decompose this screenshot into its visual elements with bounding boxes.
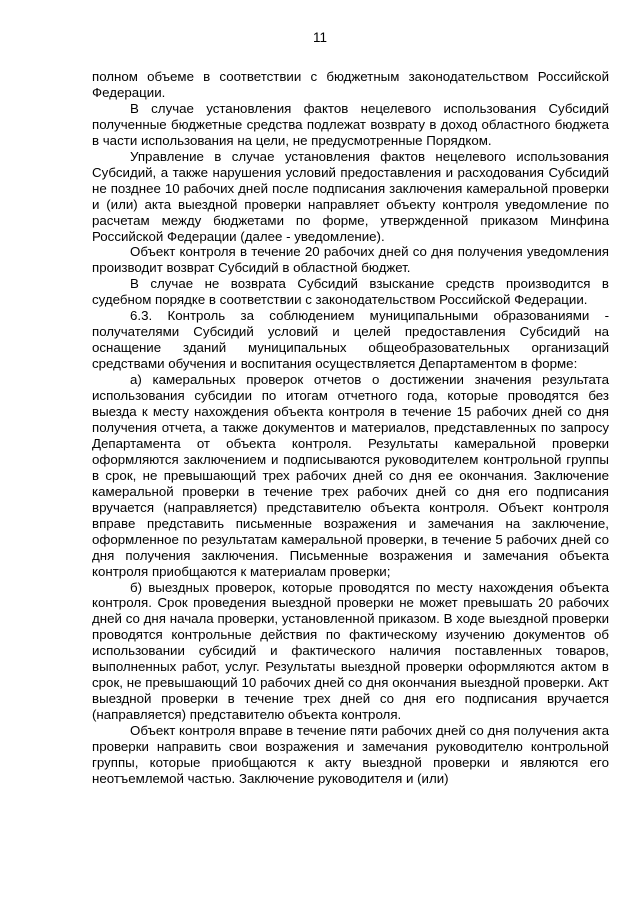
paragraph-court-recovery: В случае не возврата Субсидий взыскание средств производится в судебном порядке в соответствии с законодательством Российской Федерации. [92, 276, 609, 308]
paragraph-continuation: полном объеме в соответствии с бюджетным законодательством Российской Федерации. [92, 69, 609, 100]
page-number: 11 [312, 30, 327, 45]
paragraph-misuse-refund: В случае установления фактов нецелевого использования Субсидий полученные бюджетные средства подлежат возврату в доход областного бюджета в части использования на цели, не предусмотренные Порядком. [92, 100, 609, 148]
paragraph-objections: Объект контроля вправе в течение пяти рабочих дней со дня получения акта проверки направить свои возражения и замечания руководителю контрольной группы, которые приобщаются к акту выездной проверки и являются его неотъемлемой частью. Заключение руководителя и (или) [92, 723, 609, 786]
paragraph-item-b: б) выездных проверок, которые проводятся по месту нахождения объекта контроля. Срок проведения выездной проверки не может превышать 20 рабочих дней со дня начала проверки, установленной приказом. В ходе выездной проверки проводятся контрольные действия по фактическому изучению документов об использовании субсидий и фактического наличия поставленных товаров, выполненных работ, услуг. Результаты выездной проверки оформляются актом в срок, не превышающий 10 рабочих дней со дня окончания выездной проверки. Акт выездной проверки в течение трех дней со дня его подписания вручается (направляется) представителю объекта контроля. [92, 579, 609, 723]
paragraph-return-deadline: Объект контроля в течение 20 рабочих дней со дня получения уведомления производит возврат Субсидий в областной бюджет. [92, 244, 609, 276]
paragraph-notification: Управление в случае установления фактов нецелевого использования Субсидий, а также нарушения условий предоставления и расходования Субсидий не позднее 10 рабочих дней после подписания заключения камеральной проверки и (или) акта выездной проверки направляет объекту контроля уведомление по расчетам между бюджетами по форме, утвержденной приказом Минфина Российской Федерации (далее - уведомление). [92, 148, 609, 244]
document-body [92, 69, 609, 787]
paragraph-section-6-3: 6.3. Контроль за соблюдением муниципальными образованиями - получателями Субсидий условий и целей предоставления Субсидий на оснащение зданий муниципальных общеобразовательных организаций средствами обучения и воспитания осуществляется Департаментом в форме: [92, 308, 609, 372]
paragraph-item-a: а) камеральных проверок отчетов о достижении значения результата использования субсидии по итогам отчетного года, которые проводятся без выезда к месту нахождения объекта контроля в течение 15 рабочих дней со дня получения отчета, а также документов и материалов, представленных по запросу Департамента от объекта контроля. Результаты камеральной проверки оформляются заключением и подписываются руководителем контрольной группы в срок, не превышающий трех рабочих дней со дня ее окончания. Заключение камеральной проверки в течение трех рабочих дней со дня его подписания вручается (направляется) представителю объекта контроля. Объект контроля вправе представить письменные возражения и замечания на заключение, оформленное по результатам камеральной проверки, в течение 5 рабочих дней со дня получения заключения. Письменные возражения и замечания объекта контроля приобщаются к материалам проверки; [92, 372, 609, 579]
